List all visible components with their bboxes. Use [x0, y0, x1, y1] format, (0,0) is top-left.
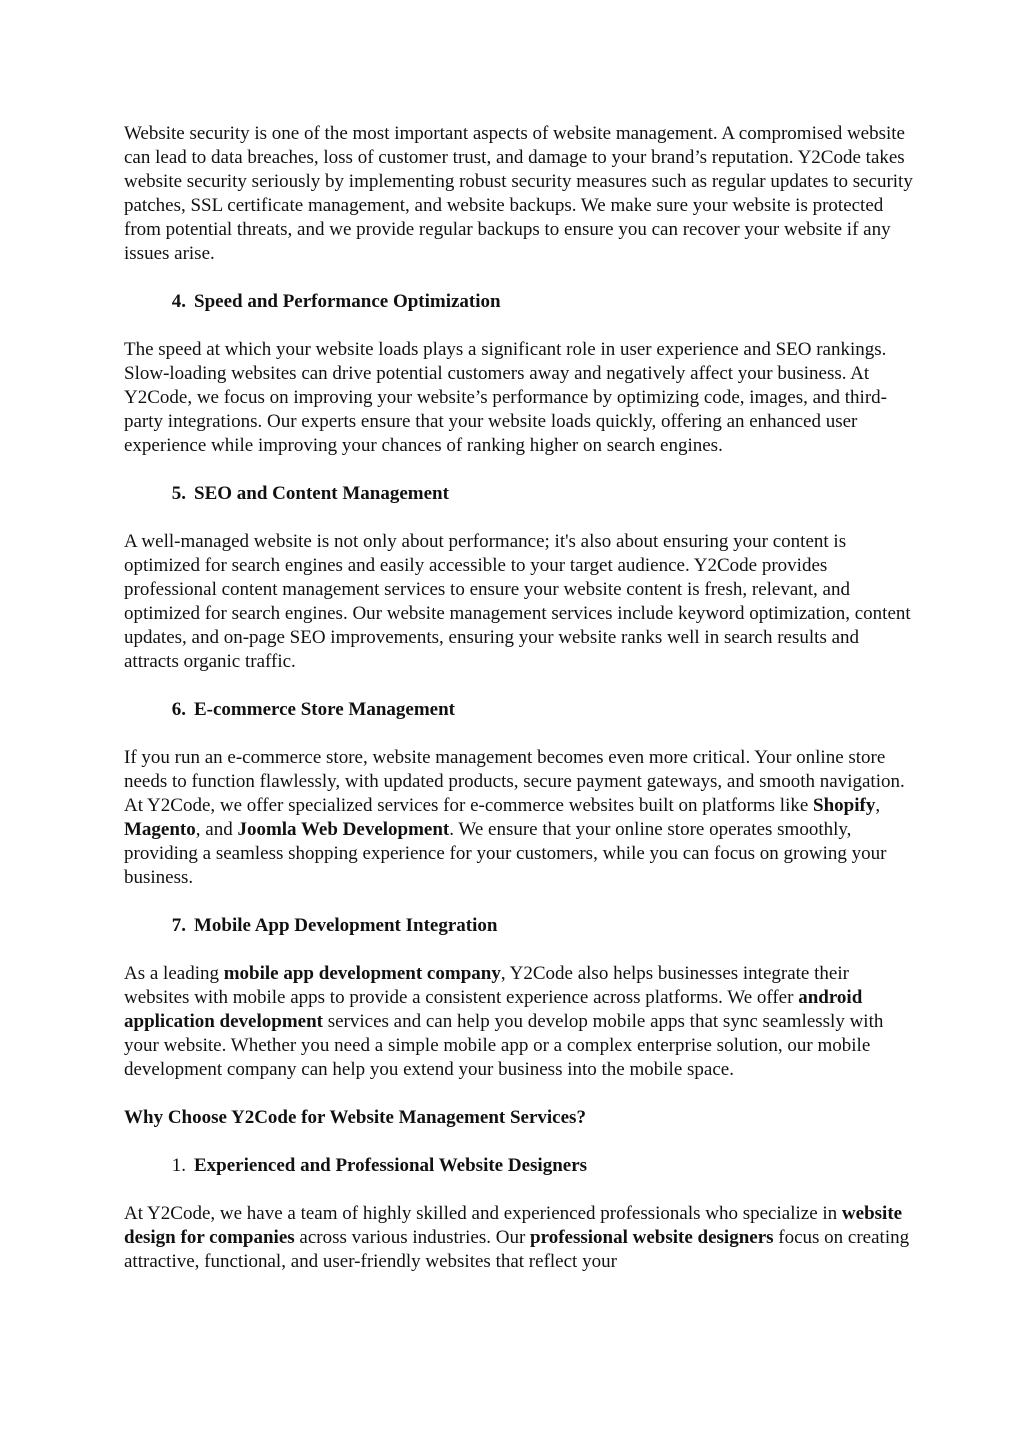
- seo-paragraph: A well-managed website is not only about performance; it's also about ensuring your content is optimized for search engines and easily accessible to your target audience. Y2Code provides professional content management services to ensure your website content is fresh, relevant, and optimized for search engines. Our website management services include keyword optimization, content updates, and on-page SEO improvements, ensuring your website ranks well in search results and attracts organic traffic.: [124, 531, 911, 672]
- heading-text: SEO and Content Management: [194, 483, 449, 504]
- heading-text: Mobile App Development Integration: [194, 915, 498, 936]
- heading-number: 5.: [171, 483, 186, 504]
- bold-term-professional-designers: professional website designers: [530, 1227, 774, 1248]
- text-run: If you run an e-commerce store, website management becomes even more critical. Your online store needs to function flawlessly, with updated products, secure payment gateways, and smooth navigation. At Y2Code, we offer specialized services for e-commerce websites built on platforms like: [124, 747, 905, 816]
- document-page: [124, 122, 914, 1298]
- mobile-paragraph: [124, 962, 914, 1082]
- ecommerce-paragraph: [124, 746, 914, 890]
- text-run: focus on creating attractive, functional, and user-friendly websites that reflect your: [124, 1227, 910, 1272]
- text-run: , Y2Code also helps businesses integrate their websites with mobile apps to provide a consistent experience across platforms. We offer: [124, 963, 849, 1008]
- bold-term-joomla: Joomla Web Development: [237, 819, 450, 840]
- bold-term-shopify: Shopify: [813, 795, 876, 816]
- text-run: ,: [875, 795, 881, 816]
- text-run: , and: [195, 819, 238, 840]
- heading-speed-performance: [124, 290, 914, 314]
- designers-paragraph: [124, 1202, 914, 1274]
- heading-experienced-designers: [124, 1154, 914, 1178]
- text-run: across various industries. Our: [294, 1227, 531, 1248]
- bold-term-website-design: website design for companies: [124, 1203, 903, 1248]
- why-choose-heading: Why Choose Y2Code for Website Management Services?: [124, 1107, 586, 1128]
- heading-number: 1.: [171, 1155, 186, 1176]
- speed-paragraph: The speed at which your website loads plays a significant role in user experience and SEO rankings. Slow-loading websites can drive potential customers away and negatively affect your business. At Y2Code, we focus on improving your website’s performance by optimizing code, images, and third-party integrations. Our experts ensure that your website loads quickly, offering an enhanced user experience while improving your chances of ranking higher on search engines.: [124, 339, 887, 456]
- heading-seo-content: [124, 482, 914, 506]
- bold-term-mobile-app: mobile app development company: [223, 963, 501, 984]
- heading-number: 7.: [171, 915, 186, 936]
- heading-mobile-app: [124, 914, 914, 938]
- bold-term-android: android application development: [124, 987, 863, 1032]
- bold-term-magento: Magento: [124, 819, 196, 840]
- text-run: As a leading: [124, 963, 224, 984]
- intro-paragraph: Website security is one of the most important aspects of website management. A compromised website can lead to data breaches, loss of customer trust, and damage to your brand’s reputation. Y2Code takes website security seriously by implementing robust security measures such as regular updates to security patches, SSL certificate management, and website backups. We make sure your website is protected from potential threats, and we provide regular backups to ensure you can recover your website if any issues arise.: [124, 123, 913, 264]
- text-run: At Y2Code, we have a team of highly skilled and experienced professionals who specialize in: [124, 1203, 842, 1224]
- heading-number: 6.: [171, 699, 186, 720]
- heading-number: 4.: [171, 291, 186, 312]
- heading-text: Experienced and Professional Website Designers: [194, 1155, 588, 1176]
- heading-ecommerce: [124, 698, 914, 722]
- heading-text: Speed and Performance Optimization: [194, 291, 501, 312]
- text-run: . We ensure that your online store operates smoothly, providing a seamless shopping experience for your customers, while you can focus on growing your business.: [124, 819, 887, 888]
- text-run: services and can help you develop mobile apps that sync seamlessly with your website. Whether you need a simple mobile app or a complex enterprise solution, our mobile development company can help you extend your business into the mobile space.: [124, 1011, 884, 1080]
- heading-text: E-commerce Store Management: [194, 699, 455, 720]
